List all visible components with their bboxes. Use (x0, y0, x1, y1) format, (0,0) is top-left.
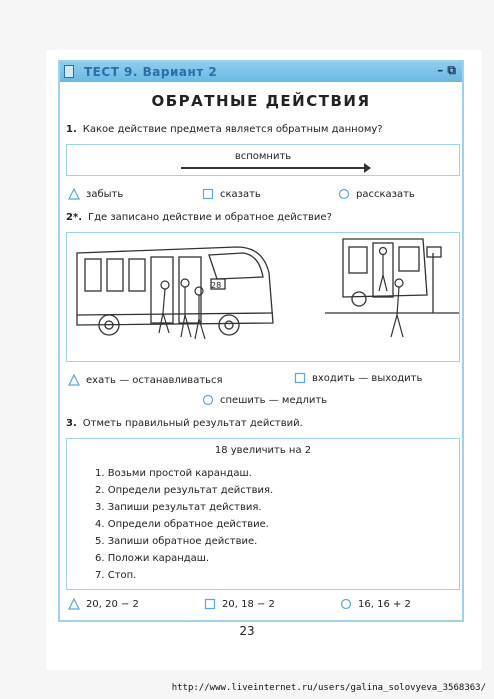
square-icon (294, 372, 306, 384)
bus-scene-image (67, 233, 459, 361)
q2-option-2-label: входить — выходить (312, 372, 423, 384)
q2-option-1-label: ехать — останавливаться (86, 374, 223, 386)
circle-icon (338, 188, 350, 200)
question-2 (66, 212, 332, 223)
q1-option-3[interactable] (338, 188, 415, 200)
triangle-icon (68, 598, 80, 610)
list-item: 7. Стоп. (95, 570, 137, 581)
q1-option-3-label: рассказать (356, 188, 415, 200)
question-3-text: Отметь правильный результат действий. (82, 418, 303, 429)
question-2-number: 2*. (66, 212, 82, 223)
question-3-box (66, 438, 460, 590)
instruction-steps (95, 465, 273, 584)
document-icon (64, 65, 74, 78)
task-statement: 18 увеличить на 2 (214, 445, 312, 456)
q3-option-1-label: 20, 20 − 2 (86, 598, 139, 610)
triangle-icon (68, 374, 80, 386)
page-number: 23 (239, 624, 255, 638)
q2-option-3[interactable] (202, 394, 327, 406)
q2-option-2[interactable] (294, 372, 422, 384)
window-titlebar (60, 62, 462, 82)
question-2-text: Где записано действие и обратное действие? (88, 212, 332, 223)
q1-option-1-label: забыть (86, 188, 124, 200)
square-icon (204, 598, 216, 610)
page-heading: ОБРАТНЫЕ ДЕЙСТВИЯ (151, 92, 371, 110)
list-item: 5. Запиши обратное действие. (95, 536, 258, 547)
q3-option-3-label: 16, 16 + 2 (358, 598, 411, 610)
source-url[interactable]: http://www.liveinternet.ru/users/galina_solovyeva_3568363/ (171, 683, 486, 693)
q2-option-3-label: спешить — медлить (220, 394, 328, 406)
list-item: 1. Возьми простой карандаш. (95, 468, 252, 479)
q1-option-2-label: сказать (220, 188, 261, 200)
q3-option-2-label: 20, 18 − 2 (222, 598, 275, 610)
list-item: 4. Определи обратное действие. (95, 519, 269, 530)
bus-route-number: 28 (211, 281, 222, 290)
q3-option-2[interactable] (204, 598, 275, 610)
q1-option-2[interactable] (202, 188, 261, 200)
window-title: ТЕСТ 9. Вариант 2 (84, 65, 218, 79)
list-item: 2. Определи результат действия. (95, 485, 274, 496)
test-window (58, 60, 464, 622)
q2-option-1[interactable] (68, 374, 223, 386)
question-1 (66, 124, 383, 135)
list-item: 6. Положи карандаш. (95, 553, 210, 564)
triangle-icon (68, 188, 80, 200)
window-controls[interactable]: – ⧉ (437, 63, 456, 77)
question-1-text: Какое действие предмета является обратным данному? (82, 124, 383, 135)
question-3 (66, 418, 303, 429)
circle-icon (340, 598, 352, 610)
q1-option-1[interactable] (68, 188, 123, 200)
q3-option-3[interactable] (340, 598, 411, 610)
list-item: 3. Запиши результат действия. (95, 502, 262, 513)
given-action-word: вспомнить (234, 151, 292, 162)
bus-illustration (66, 232, 460, 362)
question-1-box (66, 144, 460, 176)
q3-option-1[interactable] (68, 598, 139, 610)
question-3-number: 3. (66, 418, 77, 429)
question-1-number: 1. (66, 124, 77, 135)
circle-icon (202, 394, 214, 406)
right-arrow-icon (181, 167, 365, 169)
square-icon (202, 188, 214, 200)
